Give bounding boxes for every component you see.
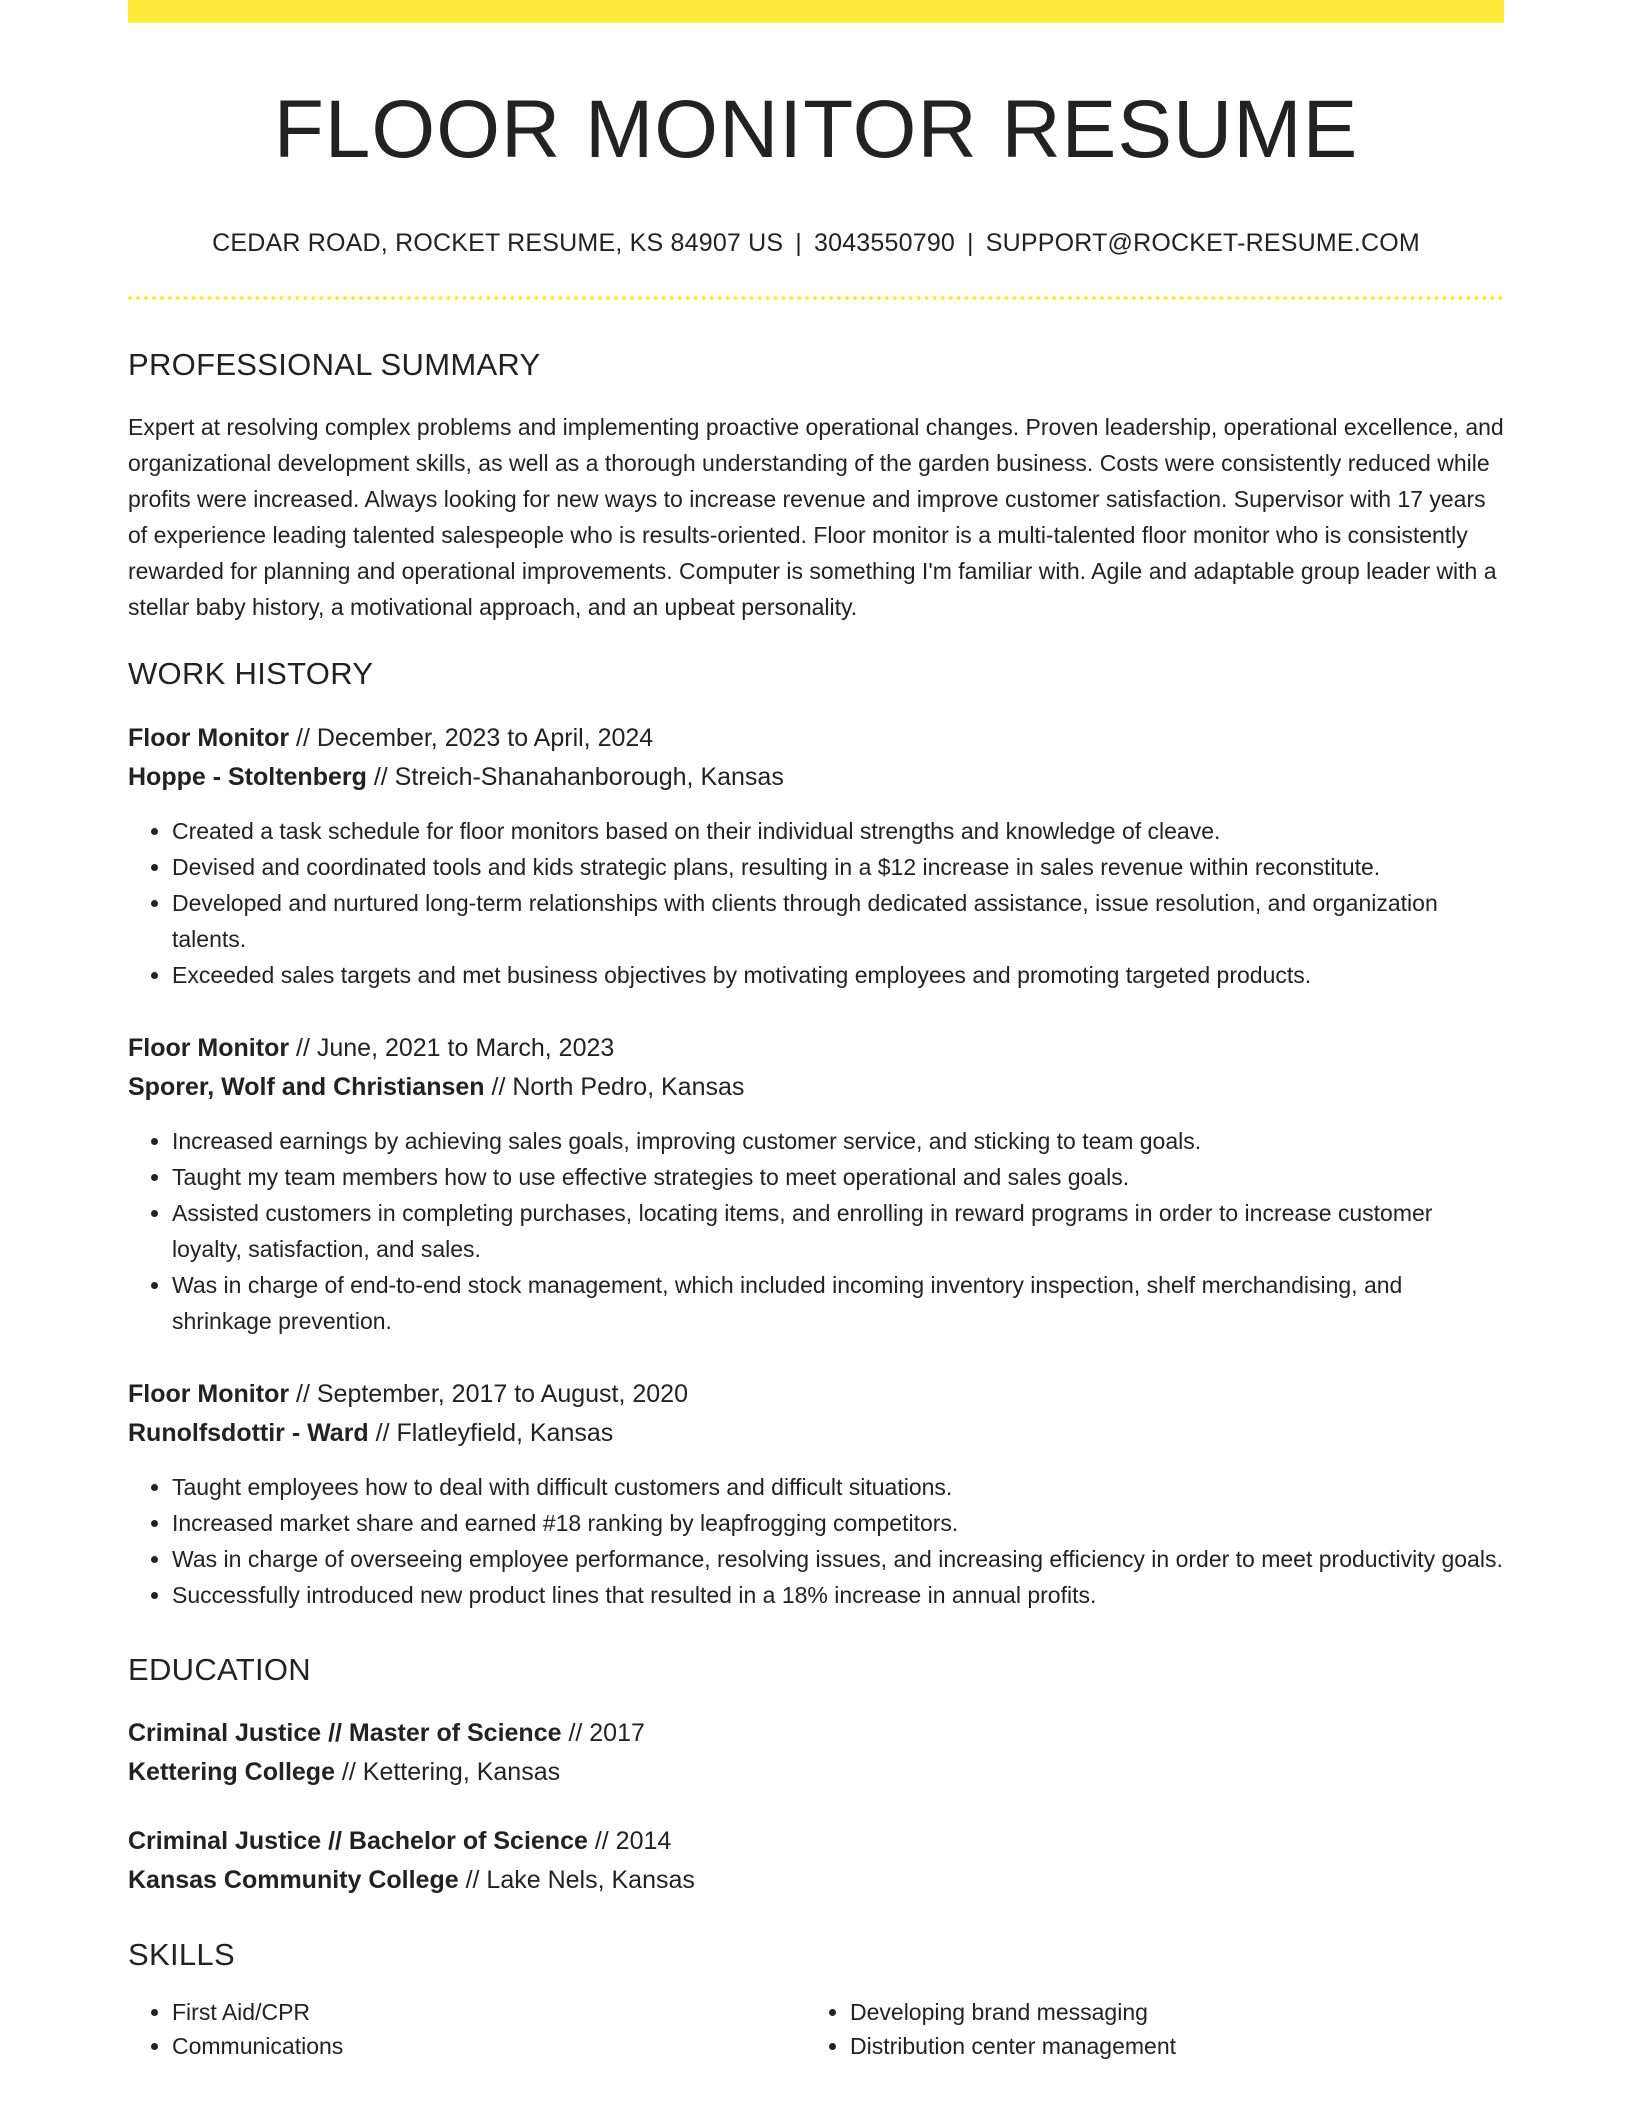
education-degree: Criminal Justice // Bachelor of Science (128, 1826, 588, 1855)
education-school: Kettering College (128, 1757, 335, 1786)
education-entry (128, 1822, 1504, 1900)
job-location: // North Pedro, Kansas (484, 1072, 745, 1101)
top-accent-bar (128, 0, 1504, 23)
skill-item: • First Aid/CPR (172, 1995, 806, 2029)
job-dates: // December, 2023 to April, 2024 (289, 723, 654, 752)
education-location: // Lake Nels, Kansas (458, 1865, 695, 1894)
job-bullet: • Exceeded sales targets and met business objectives by motivating employees and promoting targeted products. (172, 957, 1504, 993)
education-entry (128, 1714, 1504, 1792)
education-school-line (128, 1753, 1504, 1792)
education-school: Kansas Community College (128, 1865, 459, 1894)
education-degree-line (128, 1822, 1504, 1861)
job-company: Hoppe - Stoltenberg (128, 762, 367, 791)
job-entry (128, 1029, 1504, 1339)
job-title-line (128, 1029, 1504, 1068)
education-degree: Criminal Justice // Master of Science (128, 1718, 562, 1747)
skills-heading: SKILLS (128, 1936, 235, 1972)
contact-phone: 3043550790 (814, 229, 956, 258)
job-bullet: • Taught my team members how to use effective strategies to meet operational and sales goals. (172, 1159, 1504, 1195)
skills-columns (128, 1995, 1504, 2063)
education-heading: EDUCATION (128, 1651, 311, 1687)
job-company-line (128, 1414, 1504, 1453)
job-bullets (128, 813, 1504, 993)
resume-title: FLOOR MONITOR RESUME (273, 84, 1359, 175)
job-bullet: • Devised and coordinated tools and kids strategic plans, resulting in a $12 increase in sales revenue within reconstitute. (172, 849, 1504, 885)
dotted-divider (128, 296, 1504, 300)
skill-item: • Distribution center management (850, 2029, 1484, 2063)
job-location: // Flatleyfield, Kansas (368, 1418, 614, 1447)
job-bullet: • Increased earnings by achieving sales goals, improving customer service, and sticking to team goals. (172, 1123, 1504, 1159)
education-year: // 2017 (561, 1718, 645, 1747)
job-company: Runolfsdottir - Ward (128, 1418, 369, 1447)
contact-address: CEDAR ROAD, ROCKET RESUME, KS 84907 US (212, 229, 784, 258)
job-entry (128, 1375, 1504, 1613)
summary-text: Expert at resolving complex problems and implementing proactive operational changes. Proven leadership, operational excellence, and organizational development skills, as well as a thorough understanding of the garden business. Costs were consistently reduced while profits were increased. Always looking for new ways to increase revenue and improve customer satisfaction. Supervisor with 17 years of experience leading talented salespeople who is results-oriented. Floor monitor is a multi-talented floor monitor who is consistently rewarded for planning and operational improvements. Computer is something I'm familiar with. Agile and adaptable group leader with a stellar baby history, a motivational approach, and an upbeat personality. (128, 414, 1504, 621)
education-year: // 2014 (587, 1826, 672, 1855)
job-bullets (128, 1469, 1504, 1613)
job-bullet: • Increased market share and earned #18 ranking by leapfrogging competitors. (172, 1505, 1504, 1541)
education-degree-line (128, 1714, 1504, 1753)
skills-left-list (128, 1995, 806, 2063)
job-dates: // June, 2021 to March, 2023 (289, 1033, 615, 1062)
job-company-line (128, 758, 1504, 797)
work-history-heading: WORK HISTORY (128, 656, 374, 692)
job-bullet: • Taught employees how to deal with difficult customers and difficult situations. (172, 1469, 1504, 1505)
job-title: Floor Monitor (128, 723, 290, 752)
job-bullet: • Created a task schedule for floor monitors based on their individual strengths and knowledge of cleave. (172, 813, 1504, 849)
job-entry (128, 719, 1504, 993)
contact-email: SUPPORT@ROCKET-RESUME.COM (985, 229, 1420, 258)
job-bullets (128, 1123, 1504, 1339)
job-bullet: • Developed and nurtured long-term relationships with clients through dedicated assistance, issue resolution, and organization talents. (172, 885, 1504, 957)
job-location: // Streich-Shanahanborough, Kansas (366, 762, 784, 791)
skills-right-list (806, 1995, 1484, 2063)
contact-separator: | (795, 229, 802, 258)
skill-item: • Communications (172, 2029, 806, 2063)
job-title-line (128, 719, 1504, 758)
job-company-line (128, 1068, 1504, 1107)
job-bullet: • Assisted customers in completing purchases, locating items, and enrolling in reward programs in order to increase customer loyalty, satisfaction, and sales. (172, 1195, 1504, 1267)
contact-line (128, 229, 1504, 258)
job-title: Floor Monitor (128, 1379, 290, 1408)
job-title-line (128, 1375, 1504, 1414)
job-title: Floor Monitor (128, 1033, 290, 1062)
resume-page (128, 0, 1504, 2063)
job-bullet: • Successfully introduced new product lines that resulted in a 18% increase in annual profits. (172, 1577, 1504, 1613)
education-school-line (128, 1861, 1504, 1900)
job-dates: // September, 2017 to August, 2020 (289, 1379, 688, 1408)
job-bullet: • Was in charge of end-to-end stock management, which included incoming inventory inspection, shelf merchandising, and shrinkage prevention. (172, 1267, 1504, 1339)
education-location: // Kettering, Kansas (334, 1757, 561, 1786)
contact-separator: | (967, 229, 974, 258)
skill-item: • Developing brand messaging (850, 1995, 1484, 2029)
summary-heading: PROFESSIONAL SUMMARY (128, 347, 541, 383)
job-company: Sporer, Wolf and Christiansen (128, 1072, 485, 1101)
job-bullet: • Was in charge of overseeing employee performance, resolving issues, and increasing efficiency in order to meet productivity goals. (172, 1541, 1504, 1577)
